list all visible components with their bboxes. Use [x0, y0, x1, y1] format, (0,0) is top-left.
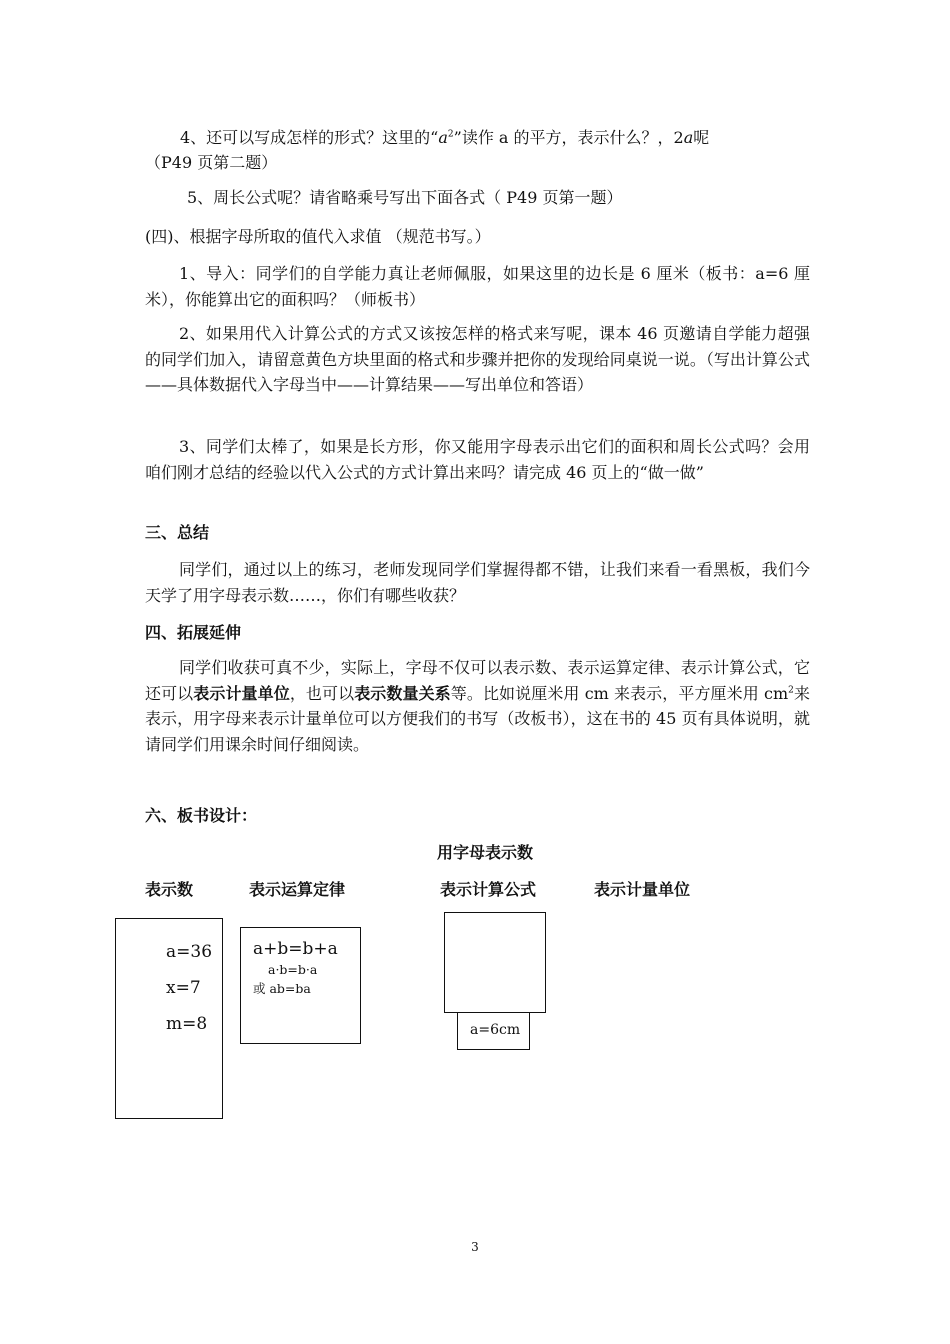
formula-caption: a=6cm [470, 1022, 521, 1038]
number-x: x=7 [166, 978, 201, 998]
law-alternative: 或 ab=ba [253, 981, 311, 996]
paragraph-1: 1、导入：同学们的自学能力真让老师佩服，如果这里的边长是 6 厘米（板书：a=6 厘米），你能算出它的面积吗？（师板书） [145, 264, 810, 309]
summary-heading: 三、总结 [145, 523, 210, 542]
summary-text: 同学们，通过以上的练习，老师发现同学们掌握得都不错，让我们来看一看黑板，我们今天学了用字母表示数……，你们有哪些收获？ [145, 560, 810, 605]
formula-caption-box [457, 1012, 530, 1050]
bold-quantity-relation: 表示数量关系 [354, 683, 451, 703]
board-label-unit: 表示计量单位 [594, 880, 691, 899]
board-label-law: 表示运算定律 [249, 880, 346, 899]
extension-heading: 四、拓展延伸 [145, 623, 242, 642]
paragraph-2: 2、如果用代入计算公式的方式又该按怎样的格式来写呢，课本 46 页邀请自学能力超强的同学们加入，请留意黄色方块里面的格式和步骤并把你的发现给同桌说一说。（写出计算公式——具体数据代入字母当中——计算结果——写出单位和答语） [145, 324, 810, 394]
number-m: m=8 [166, 1014, 208, 1034]
paragraph-3: 3、同学们太棒了，如果是长方形，你又能用字母表示出它们的面积和周长公式吗？会用咱们刚才总结的经验以代入公式的方式计算出来吗？请完成 46 页上的“做一做” [145, 437, 810, 482]
page-number: 3 [471, 1240, 479, 1254]
section-4-title: (四)、根据字母所取的值代入求值 （规范书写。） [145, 227, 491, 246]
item-4-line-2: （P49 页第二题） [145, 153, 278, 172]
bold-measurement-unit: 表示计量单位 [193, 683, 290, 703]
law-box [240, 927, 361, 1044]
formula-square [444, 912, 546, 1013]
board-label-formula: 表示计算公式 [440, 880, 537, 899]
a-squared-symbol: a [438, 128, 448, 147]
number-a: a=36 [166, 942, 213, 962]
item-5: 5、周长公式呢？请省略乘号写出下面各式（ P49 页第一题） [187, 188, 623, 207]
law-multiplication: a·b=b·a [268, 962, 318, 977]
item-4-line-1: 4、还可以写成怎样的形式？这里的“$a^2$”读作 a 的平方，表示什么？，2a呢 [180, 128, 710, 147]
board-design-heading: 六、板书设计： [145, 806, 258, 825]
extension-text: 同学们收获可真不少，实际上，字母不仅可以表示数、表示运算定律、表示计算公式，它还可以表示计量单位，也可以表示数量关系等。比如说厘米用 cm 来表示，平方厘米用 $cm^2$来表示，用字母来表示计量单位可以方便我们的书写（改板书），这在书的 45 页有具体说明，就请同学们用课余时间仔细阅读。 [145, 658, 810, 754]
law-addition: a+b=b+a [253, 939, 338, 959]
board-title: 用字母表示数 [437, 843, 534, 862]
numbers-box [115, 918, 223, 1119]
board-label-number: 表示数 [145, 880, 194, 899]
